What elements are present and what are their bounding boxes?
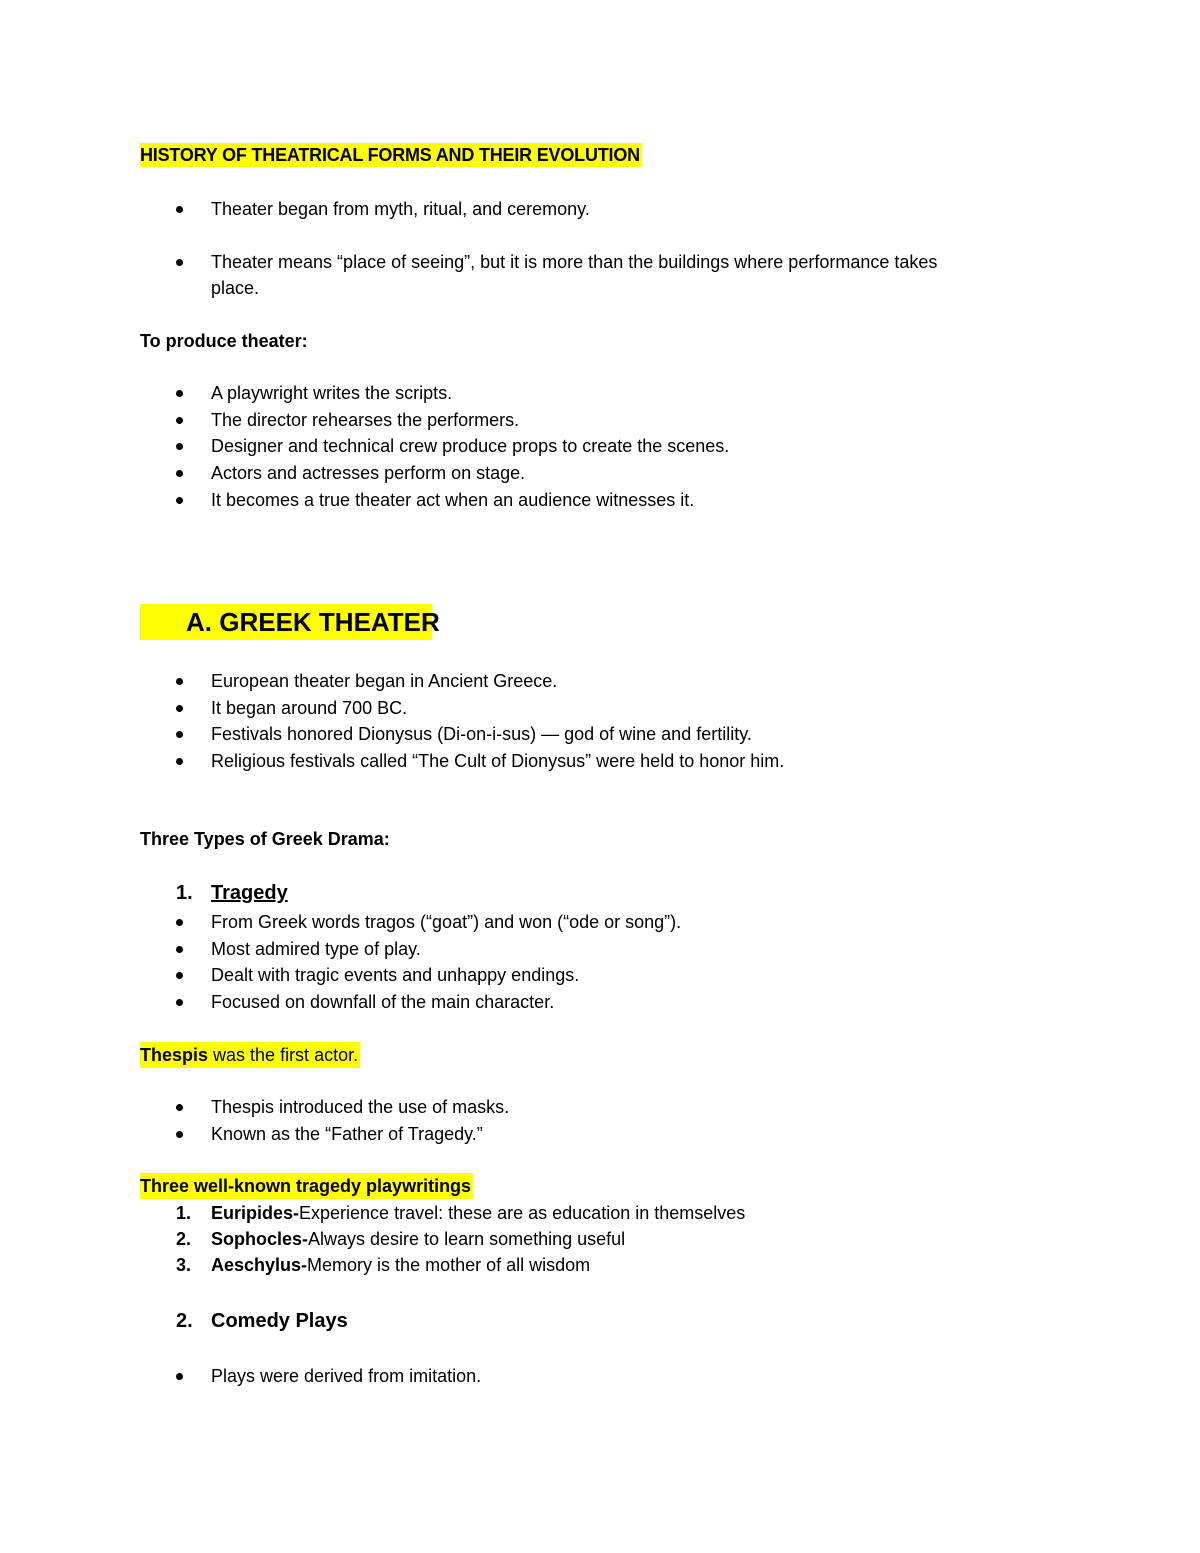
bullet-icon: [176, 705, 183, 712]
playwright-name: Euripides-: [211, 1203, 300, 1223]
thespis-name: Thespis: [140, 1045, 209, 1065]
playwrights-heading: Three well-known tragedy playwritings: [140, 1173, 473, 1199]
produce-heading: To produce theater:: [140, 331, 308, 351]
bullet-icon: [176, 731, 183, 738]
bullet-icon: [176, 919, 183, 926]
document-title: HISTORY OF THEATRICAL FORMS AND THEIR EVOLUTION: [140, 145, 640, 165]
bullet-icon: [176, 417, 183, 424]
bullet-icon: [176, 206, 183, 213]
thespis-rest: was the first actor.: [208, 1045, 359, 1065]
playwright-name: Aeschylus-: [211, 1255, 308, 1275]
comedy-heading: Comedy Plays: [211, 1310, 348, 1332]
bullet-icon: [176, 946, 183, 953]
playwright-quote: Always desire to learn something useful: [308, 1229, 626, 1249]
bullet-icon: [176, 259, 183, 266]
list-item-continuation: place.: [211, 278, 260, 298]
playwright-quote: Experience travel: these are as education in themselves: [299, 1203, 746, 1223]
tragedy-number: 1.: [176, 882, 193, 904]
comedy-number: 2.: [176, 1310, 193, 1332]
bullet-icon: [176, 390, 183, 397]
bullet-icon: [176, 678, 183, 685]
playwright-name: Sophocles-: [211, 1229, 309, 1249]
bullet-icon: [176, 999, 183, 1006]
playwright-quote: Memory is the mother of all wisdom: [307, 1255, 591, 1275]
bullet-icon: [176, 443, 183, 450]
bullet-icon: [176, 1104, 183, 1111]
bullet-icon: [176, 1373, 183, 1380]
types-heading: Three Types of Greek Drama:: [140, 829, 390, 849]
thespis-line: [140, 1042, 360, 1068]
section-a-heading: A. GREEK THEATER: [186, 607, 440, 637]
tragedy-heading: Tragedy: [211, 882, 288, 904]
bullet-icon: [176, 972, 183, 979]
bullet-icon: [176, 1131, 183, 1138]
bullet-icon: [176, 758, 183, 765]
bullet-icon: [176, 497, 183, 504]
bullet-icon: [176, 470, 183, 477]
document-page: HISTORY OF THEATRICAL FORMS AND THEIR EVOLUTION Theater began from myth, ritual, and ceremony. Theater means “place of seeing”, but it is more than the buildings where performance takes place. To produce theater: A playwright writes the scripts. The director rehearses the performers. Designer and technical crew produce props to create the scenes. Actors and actresses perform on stage. It becomes a true theater act when an audience witnesses it. A. GREEK THEATER European theater began in Ancient Greece. It began around 700 BC. Festivals honored Dionysus (Di-on-i-sus) — god of wine and fertility. Religious festivals called “The Cult of Dionysus” were held to honor him. Three Types of Greek Drama: 1. Tragedy From Greek words tragos (“goat”) and won (“ode or song”). Most admired type of play. Dealt with tragic events and unhappy endings. Focused on downfall of the main character. Thespis was the first actor. Thespis introduced the use of masks. Known as the “Father of Tragedy.” Three well-known tragedy playwritings 1. Euripides-Experience travel: these are as education in themselves 2. Sophocles-Always desire to learn something useful 3. Aeschylus-Memory is the mother of all wisdom 2. Comedy Plays Plays were derived from imitation.: [140, 145, 938, 1386]
